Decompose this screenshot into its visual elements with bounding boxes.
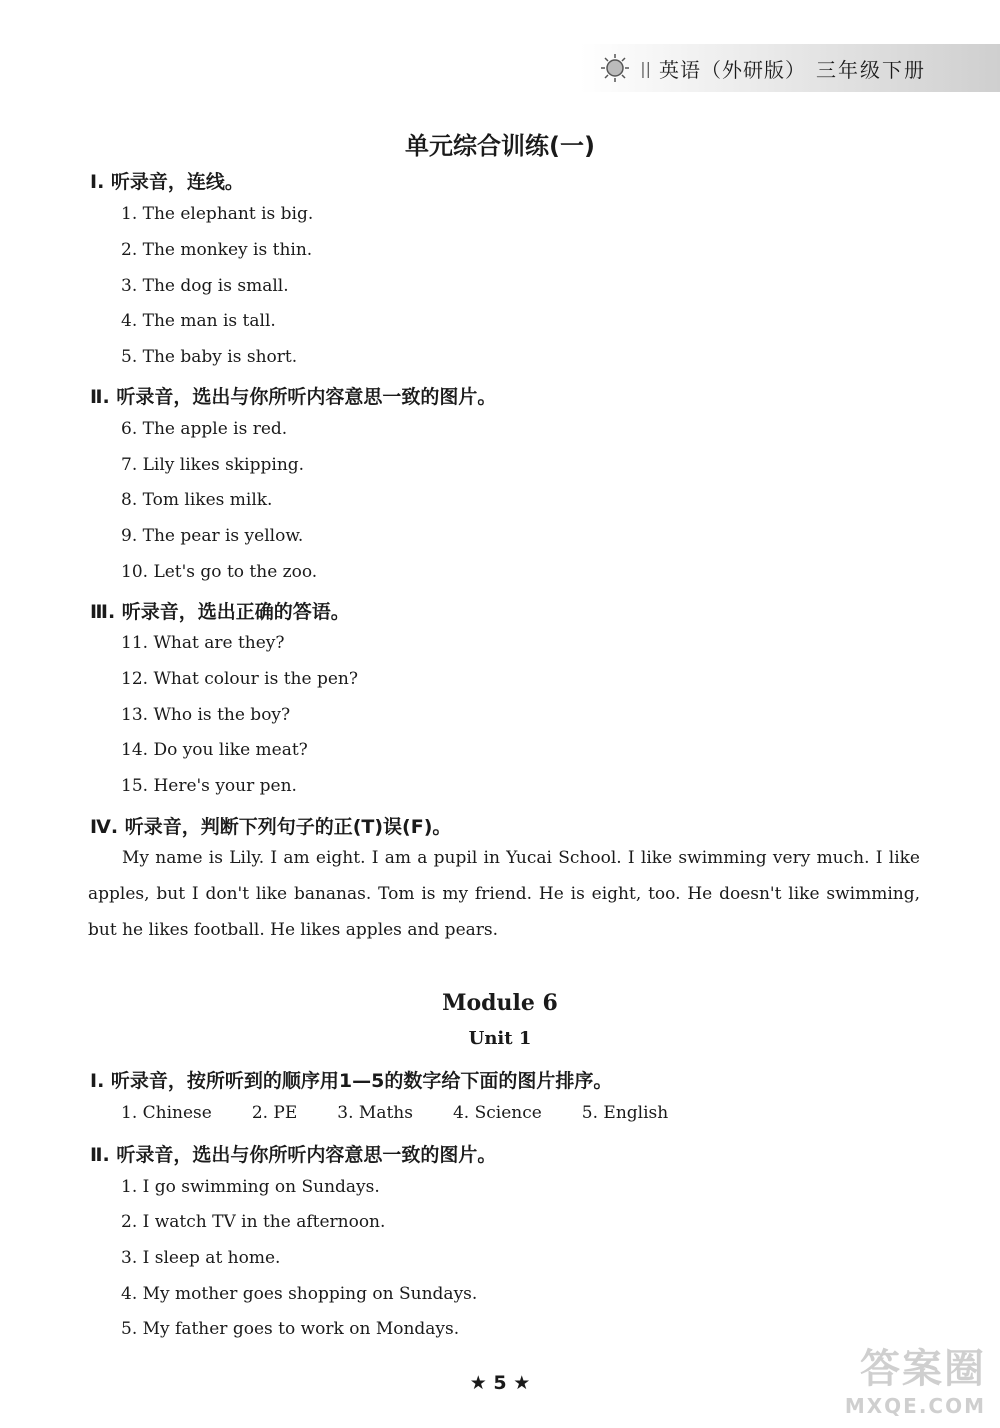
list-item: 8. Tom likes milk. [121,490,273,510]
watermark-logo: 答案圈 [860,1346,986,1392]
list-item: 2. The monkey is thin. [121,240,313,260]
option-item: 3. Maths [337,1103,413,1123]
list-item: 2. I watch TV in the afternoon. [121,1212,386,1232]
header-divider: || [640,58,651,78]
section-heading-2: Ⅱ. 听录音，选出与你所听内容意思一致的图片。 [90,386,497,408]
option-item: 2. PE [251,1103,298,1123]
module-title: Module 6 [442,990,558,1016]
header-grade: 三年级下册 [816,57,926,82]
list-item: 1. I go swimming on Sundays. [121,1177,380,1197]
option-item: 4. Science [452,1103,542,1123]
list-item: 4. My mother goes shopping on Sundays. [121,1284,478,1304]
list-item: 3. I sleep at home. [121,1248,281,1268]
page-title: 单元综合训练(一) [405,132,595,160]
option-item: 1. Chinese [121,1103,212,1123]
list-item: 3. The dog is small. [121,276,289,296]
list-item: 13. Who is the boy? [121,705,291,725]
list-item: 15. Here's your pen. [121,776,297,796]
list-item: 10. Let's go to the zoo. [121,562,318,582]
section-heading-4: Ⅳ. 听录音，判断下列句子的正(T)误(F)。 [90,816,452,838]
header-subject: 英语（外研版） [659,57,806,82]
list-item: 9. The pear is yellow. [121,526,304,546]
list-item: 7. Lily likes skipping. [121,455,305,475]
module-section-heading-2: Ⅱ. 听录音，选出与你所听内容意思一致的图片。 [90,1144,497,1166]
reading-passage: My name is Lily. I am eight. I am a pupil in Yucai School. I like swimming very much. I like apples, but I don't like bananas. Tom is my friend. He is eight, too. He doesn't like swimming, but he likes football. He likes apples and pears. [88,848,920,940]
sun-icon [600,53,630,83]
page-header [580,44,1000,92]
option-item: 5. English [581,1103,669,1123]
list-item: 14. Do you like meat? [121,740,308,760]
list-item: 11. What are they? [121,633,285,653]
page-number: ★ 5 ★ [469,1372,531,1394]
list-item: 5. My father goes to work on Mondays. [121,1319,460,1339]
subject-options [121,1103,708,1123]
section-heading-3: Ⅲ. 听录音，选出正确的答语。 [90,601,350,623]
module-section-heading-1: Ⅰ. 听录音，按所听到的顺序用1—5的数字给下面的图片排序。 [90,1070,613,1092]
list-item: 4. The man is tall. [121,311,276,331]
list-item: 12. What colour is the pen? [121,669,358,689]
list-item: 1. The elephant is big. [121,204,314,224]
section-heading-1: Ⅰ. 听录音，连线。 [90,171,244,193]
watermark [845,1337,986,1418]
list-item: 6. The apple is red. [121,419,288,439]
watermark-site: MXQE.COM [844,1394,986,1418]
list-item: 5. The baby is short. [121,347,298,367]
unit-title: Unit 1 [468,1028,532,1049]
